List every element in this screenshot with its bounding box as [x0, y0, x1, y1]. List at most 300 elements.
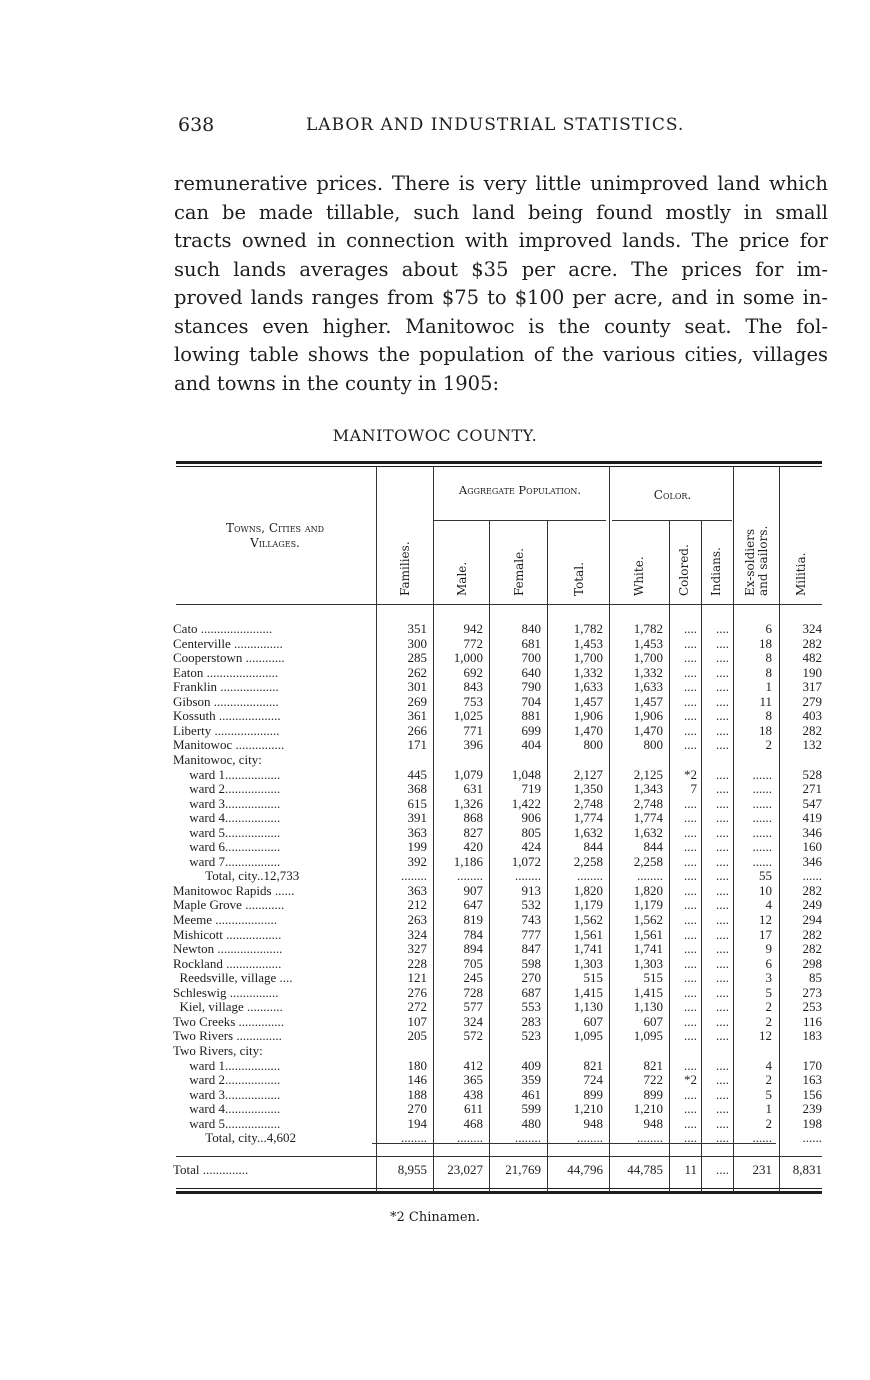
cell-indians: .... — [716, 679, 729, 695]
cell-families: 615 — [407, 795, 427, 811]
cell-total: 1,453 — [573, 635, 603, 651]
row-name: ward 2................. — [173, 1072, 281, 1088]
cell-female: 599 — [521, 1101, 541, 1117]
cell-total: 2,127 — [573, 766, 603, 782]
row-name: Kiel, village ........... — [173, 999, 283, 1015]
cell-colored: .... — [684, 693, 697, 709]
cell-female: 523 — [521, 1028, 541, 1044]
cell-female: 681 — [521, 635, 541, 651]
cell-militia: 282 — [802, 635, 822, 651]
cell-female: 270 — [521, 970, 541, 986]
cell-male: 1,079 — [453, 766, 483, 782]
cell-militia: 183 — [802, 1028, 822, 1044]
cell-ex-soldiers: ...... — [752, 781, 772, 797]
table-row — [0, 723, 870, 738]
cell-female: 777 — [521, 926, 541, 942]
cell-white: 1,343 — [633, 781, 663, 797]
row-name: Total .............. — [173, 1162, 249, 1177]
header-families: Families. — [398, 541, 412, 596]
header-bottom-rule — [176, 604, 822, 605]
cell-militia: 156 — [802, 1086, 822, 1102]
cell-militia: 298 — [802, 955, 822, 971]
cell-militia: 346 — [802, 824, 822, 840]
header-total: Total. — [572, 562, 586, 596]
cell-male: 365 — [463, 1072, 483, 1088]
cell-total: 1,774 — [573, 810, 603, 826]
table-row — [0, 839, 870, 854]
row-name: Gibson .................... — [173, 693, 279, 709]
cell-indians: .... — [716, 839, 729, 855]
row-name: Manitowoc Rapids ...... — [173, 882, 295, 898]
cell-indians: .... — [716, 882, 729, 898]
cell-indians: .... — [716, 1057, 729, 1073]
cell-colored: .... — [684, 795, 697, 811]
cell-families: 368 — [407, 781, 427, 797]
cell-militia: 249 — [802, 897, 822, 913]
cell-ex-soldiers: 2 — [765, 999, 772, 1015]
cell-colored: .... — [684, 737, 697, 753]
cell-families: 194 — [407, 1115, 427, 1131]
table-row — [0, 767, 870, 782]
cell-families: 180 — [407, 1057, 427, 1073]
cell-white: 515 — [643, 970, 663, 986]
table-row — [0, 999, 870, 1014]
cell-indians: .... — [716, 810, 729, 826]
cell-colored: .... — [684, 824, 697, 840]
cell-colored: .... — [684, 999, 697, 1015]
cell-female: 719 — [521, 781, 541, 797]
header-militia: Militia. — [794, 552, 808, 596]
cell-colored: .... — [684, 882, 697, 898]
cell-families: 324 — [407, 926, 427, 942]
cell-total: 1,130 — [573, 999, 603, 1015]
row-name: Manitowoc ............... — [173, 737, 285, 753]
text-line: such lands averages about $35 per acre. The prices for im- — [174, 257, 828, 281]
cell-white: 722 — [643, 1072, 663, 1088]
cell-militia: 282 — [802, 941, 822, 957]
cell-ex-soldiers: 2 — [765, 1115, 772, 1131]
cell-white: 44,785 — [627, 1162, 663, 1177]
row-name: ward 1................. — [173, 1057, 281, 1073]
cell-families: 263 — [407, 912, 427, 927]
cell-colored: .... — [684, 897, 697, 913]
cell-militia: 324 — [802, 621, 822, 636]
cell-indians: .... — [716, 853, 729, 869]
table-row — [0, 1130, 870, 1145]
cell-militia: 198 — [802, 1115, 822, 1131]
cell-militia: 271 — [802, 781, 822, 797]
table-row — [0, 941, 870, 956]
cell-militia: 273 — [802, 984, 822, 1000]
cell-militia: 163 — [802, 1072, 822, 1088]
cell-male: 1,186 — [453, 853, 483, 869]
cell-female: ........ — [515, 1130, 541, 1146]
table-row — [0, 985, 870, 1000]
row-name: ward 5................. — [173, 824, 281, 840]
cell-colored: .... — [684, 839, 697, 855]
table-row — [0, 781, 870, 796]
cell-colored: .... — [684, 708, 697, 724]
row-name: Total, city...4,602 — [173, 1130, 296, 1146]
cell-male: 907 — [463, 882, 483, 898]
cell-total: 1,741 — [573, 941, 603, 957]
cell-total: 899 — [583, 1086, 603, 1102]
cell-female: 480 — [521, 1115, 541, 1131]
cell-colored: *2 — [684, 766, 697, 782]
header-indians: Indians. — [709, 547, 723, 596]
row-name: ward 3................. — [173, 1086, 281, 1102]
cell-indians: .... — [716, 824, 729, 840]
cell-families: 266 — [407, 722, 427, 738]
row-name: ward 5................. — [173, 1115, 281, 1131]
cell-total: 1,179 — [573, 897, 603, 913]
cell-indians: .... — [716, 897, 729, 913]
cell-militia: 190 — [802, 664, 822, 680]
cell-female: 1,422 — [511, 795, 541, 811]
cell-female: 687 — [521, 984, 541, 1000]
cell-male: 705 — [463, 955, 483, 971]
cell-families: 188 — [407, 1086, 427, 1102]
cell-families: 285 — [407, 650, 427, 666]
table-row — [0, 636, 870, 651]
cell-colored: .... — [684, 955, 697, 971]
cell-ex-soldiers: 4 — [765, 1057, 772, 1073]
cell-white: 1,457 — [633, 693, 663, 709]
cell-ex-soldiers: 9 — [765, 941, 772, 957]
cell-colored: .... — [684, 1115, 697, 1131]
cell-ex-soldiers: 2 — [765, 737, 772, 753]
row-name: Franklin .................. — [173, 679, 279, 695]
cell-white: 1,562 — [633, 912, 663, 927]
cell-white: 844 — [643, 839, 663, 855]
aggregate-rule — [434, 520, 606, 521]
cell-indians: .... — [716, 1028, 729, 1044]
cell-militia: 282 — [802, 722, 822, 738]
table-row — [0, 883, 870, 898]
table-row — [0, 1162, 870, 1177]
cell-total: 1,782 — [573, 621, 603, 636]
cell-colored: .... — [684, 912, 697, 927]
cell-colored: .... — [684, 941, 697, 957]
table-row — [0, 621, 870, 636]
cell-ex-soldiers: 8 — [765, 650, 772, 666]
cell-ex-soldiers: 55 — [759, 868, 772, 884]
cell-indians: .... — [716, 621, 729, 636]
cell-female: 409 — [521, 1057, 541, 1073]
row-name: Eaton ...................... — [173, 664, 279, 680]
cell-ex-soldiers: 4 — [765, 897, 772, 913]
table-row — [0, 810, 870, 825]
cell-colored: .... — [684, 1086, 697, 1102]
table-row — [0, 1058, 870, 1073]
text-line: can be made tillable, such land being found mostly in small — [174, 200, 828, 224]
cell-white: 1,561 — [633, 926, 663, 942]
cell-female: 790 — [521, 679, 541, 695]
table-row — [0, 1072, 870, 1087]
cell-militia: 239 — [802, 1101, 822, 1117]
cell-total: 515 — [583, 970, 603, 986]
cell-colored: .... — [684, 650, 697, 666]
cell-female: 532 — [521, 897, 541, 913]
table-row — [0, 708, 870, 723]
cell-white: 2,258 — [633, 853, 663, 869]
table-row — [0, 897, 870, 912]
cell-total: 948 — [583, 1115, 603, 1131]
table-row — [0, 1043, 870, 1058]
cell-families: 361 — [407, 708, 427, 724]
cell-ex-soldiers: 3 — [765, 970, 772, 986]
cell-female: 881 — [521, 708, 541, 724]
cell-families: 212 — [407, 897, 427, 913]
text-line: proved lands ranges from $75 to $100 per acre, and in some in- — [174, 286, 828, 309]
cell-white: 1,453 — [633, 635, 663, 651]
cell-families: 363 — [407, 882, 427, 898]
table-row — [0, 927, 870, 942]
cell-families: 262 — [407, 664, 427, 680]
cell-total: 607 — [583, 1013, 603, 1029]
cell-ex-soldiers: 11 — [759, 693, 772, 709]
cell-ex-soldiers: 2 — [765, 1072, 772, 1088]
row-name: ward 4................. — [173, 1101, 281, 1117]
cell-total: 1,332 — [573, 664, 603, 680]
cell-indians: .... — [716, 1013, 729, 1029]
row-name: Schleswig ............... — [173, 984, 279, 1000]
table-row — [0, 796, 870, 811]
cell-male: 868 — [463, 810, 483, 826]
cell-white: 1,700 — [633, 650, 663, 666]
row-name: Cato ...................... — [173, 621, 273, 636]
cell-total: 1,906 — [573, 708, 603, 724]
cell-male: 784 — [463, 926, 483, 942]
cell-male: 572 — [463, 1028, 483, 1044]
cell-colored: .... — [684, 621, 697, 636]
cell-militia: 528 — [802, 766, 822, 782]
cell-total: 2,748 — [573, 795, 603, 811]
cell-families: 107 — [407, 1013, 427, 1029]
row-name: Two Creeks .............. — [173, 1013, 285, 1029]
cell-ex-soldiers: 18 — [759, 722, 772, 738]
cell-ex-soldiers: 8 — [765, 708, 772, 724]
cell-indians: .... — [716, 984, 729, 1000]
cell-families: 351 — [407, 621, 427, 636]
cell-female: 598 — [521, 955, 541, 971]
cell-colored: .... — [684, 853, 697, 869]
cell-militia: 253 — [802, 999, 822, 1015]
cell-families: 391 — [407, 810, 427, 826]
cell-militia: 346 — [802, 853, 822, 869]
cell-indians: .... — [716, 635, 729, 651]
cell-indians: .... — [716, 999, 729, 1015]
table-row — [0, 694, 870, 709]
cell-colored: .... — [684, 1057, 697, 1073]
cell-white: 948 — [643, 1115, 663, 1131]
header-white: White. — [632, 556, 646, 596]
cell-male: 324 — [463, 1013, 483, 1029]
table-row — [0, 650, 870, 665]
cell-ex-soldiers: 10 — [759, 882, 772, 898]
header-aggregate: Aggregate Population. — [458, 483, 582, 497]
cell-families: ........ — [401, 868, 427, 884]
cell-total: 1,095 — [573, 1028, 603, 1044]
header-color: Color. — [653, 488, 692, 502]
cell-female: 805 — [521, 824, 541, 840]
row-name: Maple Grove ............ — [173, 897, 285, 913]
table-row — [0, 1101, 870, 1116]
cell-indians: .... — [716, 941, 729, 957]
cell-families: 269 — [407, 693, 427, 709]
row-name: Centerville ............... — [173, 635, 283, 651]
cell-total: 844 — [583, 839, 603, 855]
cell-families: 8,955 — [397, 1162, 427, 1177]
cell-families: 228 — [407, 955, 427, 971]
cell-male: 771 — [463, 722, 483, 738]
cell-colored: .... — [684, 1130, 697, 1146]
cell-indians: .... — [716, 1101, 729, 1117]
cell-female: 847 — [521, 941, 541, 957]
text-line: remunerative prices. There is very little unimproved land which — [174, 172, 828, 195]
cell-families: 276 — [407, 984, 427, 1000]
table-row — [0, 868, 870, 883]
cell-ex-soldiers: 1 — [765, 1101, 772, 1117]
table-row — [0, 825, 870, 840]
cell-male: 942 — [463, 621, 483, 636]
cell-female: 699 — [521, 722, 541, 738]
cell-families: 270 — [407, 1101, 427, 1117]
cell-militia: 419 — [802, 810, 822, 826]
row-name: Cooperstown ............ — [173, 650, 285, 666]
text-line: and towns in the county in 1905: — [174, 371, 500, 395]
cell-total: 1,562 — [573, 912, 603, 927]
cell-female: 404 — [521, 737, 541, 753]
cell-colored: .... — [684, 1028, 697, 1044]
cell-militia: ...... — [802, 1130, 822, 1146]
cell-white: 1,470 — [633, 722, 663, 738]
cell-female: 283 — [521, 1013, 541, 1029]
cell-colored: .... — [684, 970, 697, 986]
table-bottom-rule — [176, 1191, 822, 1194]
cell-white: 1,303 — [633, 955, 663, 971]
cell-indians: .... — [716, 868, 729, 884]
cell-female: 704 — [521, 693, 541, 709]
cell-total: 1,303 — [573, 955, 603, 971]
cell-total: 1,457 — [573, 693, 603, 709]
row-name: ward 6................. — [173, 839, 281, 855]
cell-families: 392 — [407, 853, 427, 869]
cell-colored: .... — [684, 1013, 697, 1029]
cell-colored: .... — [684, 926, 697, 942]
cell-total: 1,561 — [573, 926, 603, 942]
cell-ex-soldiers: ...... — [752, 1130, 772, 1146]
cell-indians: .... — [716, 722, 729, 738]
cell-indians: .... — [716, 1162, 729, 1177]
cell-ex-soldiers: ...... — [752, 795, 772, 811]
cell-white: 1,415 — [633, 984, 663, 1000]
cell-female: 1,048 — [511, 766, 541, 782]
cell-white: 899 — [643, 1086, 663, 1102]
cell-militia: 132 — [802, 737, 822, 753]
cell-militia: 170 — [802, 1057, 822, 1073]
cell-total: 1,210 — [573, 1101, 603, 1117]
cell-colored: .... — [684, 664, 697, 680]
cell-white: 800 — [643, 737, 663, 753]
cell-total: 1,632 — [573, 824, 603, 840]
cell-ex-soldiers: 12 — [759, 912, 772, 927]
cell-white: 2,125 — [633, 766, 663, 782]
cell-white: 1,782 — [633, 621, 663, 636]
cell-white: 1,741 — [633, 941, 663, 957]
row-name: ward 3................. — [173, 795, 281, 811]
cell-male: 753 — [463, 693, 483, 709]
cell-ex-soldiers: 6 — [765, 955, 772, 971]
cell-colored: .... — [684, 984, 697, 1000]
cell-ex-soldiers: 1 — [765, 679, 772, 695]
cell-militia: 116 — [802, 1013, 822, 1029]
row-name: Manitowoc, city: — [173, 751, 262, 767]
table-title: MANITOWOC COUNTY. — [332, 426, 538, 445]
cell-total: 1,415 — [573, 984, 603, 1000]
cell-ex-soldiers: ...... — [752, 824, 772, 840]
cell-indians: .... — [716, 926, 729, 942]
cell-ex-soldiers: ...... — [752, 766, 772, 782]
cell-militia: 317 — [802, 679, 822, 695]
cell-male: 631 — [463, 781, 483, 797]
cell-ex-soldiers: ...... — [752, 839, 772, 855]
cell-male: 772 — [463, 635, 483, 651]
cell-white: 1,130 — [633, 999, 663, 1015]
cell-militia: 279 — [802, 693, 822, 709]
header-female: Female. — [512, 547, 526, 596]
cell-indians: .... — [716, 970, 729, 986]
cell-ex-soldiers: 6 — [765, 621, 772, 636]
cell-colored: .... — [684, 1101, 697, 1117]
header-male: Male. — [455, 561, 469, 596]
cell-families: 301 — [407, 679, 427, 695]
table-row — [0, 752, 870, 767]
text-line: stances even higher. Manitowoc is the county seat. The fol- — [174, 314, 828, 338]
cell-families: 199 — [407, 839, 427, 855]
cell-ex-soldiers: ...... — [752, 810, 772, 826]
cell-total: 2,258 — [573, 853, 603, 869]
cell-militia: 282 — [802, 882, 822, 898]
cell-white: 1,774 — [633, 810, 663, 826]
cell-total: 44,796 — [567, 1162, 603, 1177]
cell-total: ........ — [577, 868, 603, 884]
cell-families: 363 — [407, 824, 427, 840]
table-row — [0, 912, 870, 927]
text-line: lowing table shows the population of the various cities, villages — [174, 343, 828, 366]
cell-ex-soldiers: 2 — [765, 1013, 772, 1029]
cell-ex-soldiers: 231 — [752, 1162, 772, 1177]
cell-ex-soldiers: 5 — [765, 984, 772, 1000]
cell-female: 21,769 — [505, 1162, 541, 1177]
row-name: Newton .................... — [173, 941, 283, 957]
cell-total: 724 — [583, 1072, 603, 1088]
page-header — [178, 114, 828, 142]
cell-colored: .... — [684, 868, 697, 884]
header-colored: Colored. — [677, 544, 691, 596]
page-number: 638 — [178, 114, 215, 136]
cell-families: ........ — [401, 1130, 427, 1146]
cell-female: 359 — [521, 1072, 541, 1088]
row-name: Liberty .................... — [173, 722, 280, 738]
cell-families: 327 — [407, 941, 427, 957]
cell-families: 300 — [407, 635, 427, 651]
row-name: Two Rivers .............. — [173, 1028, 282, 1044]
cell-white: 1,332 — [633, 664, 663, 680]
cell-indians: .... — [716, 1115, 729, 1131]
row-name: ward 4................. — [173, 810, 281, 826]
cell-families: 445 — [407, 766, 427, 782]
